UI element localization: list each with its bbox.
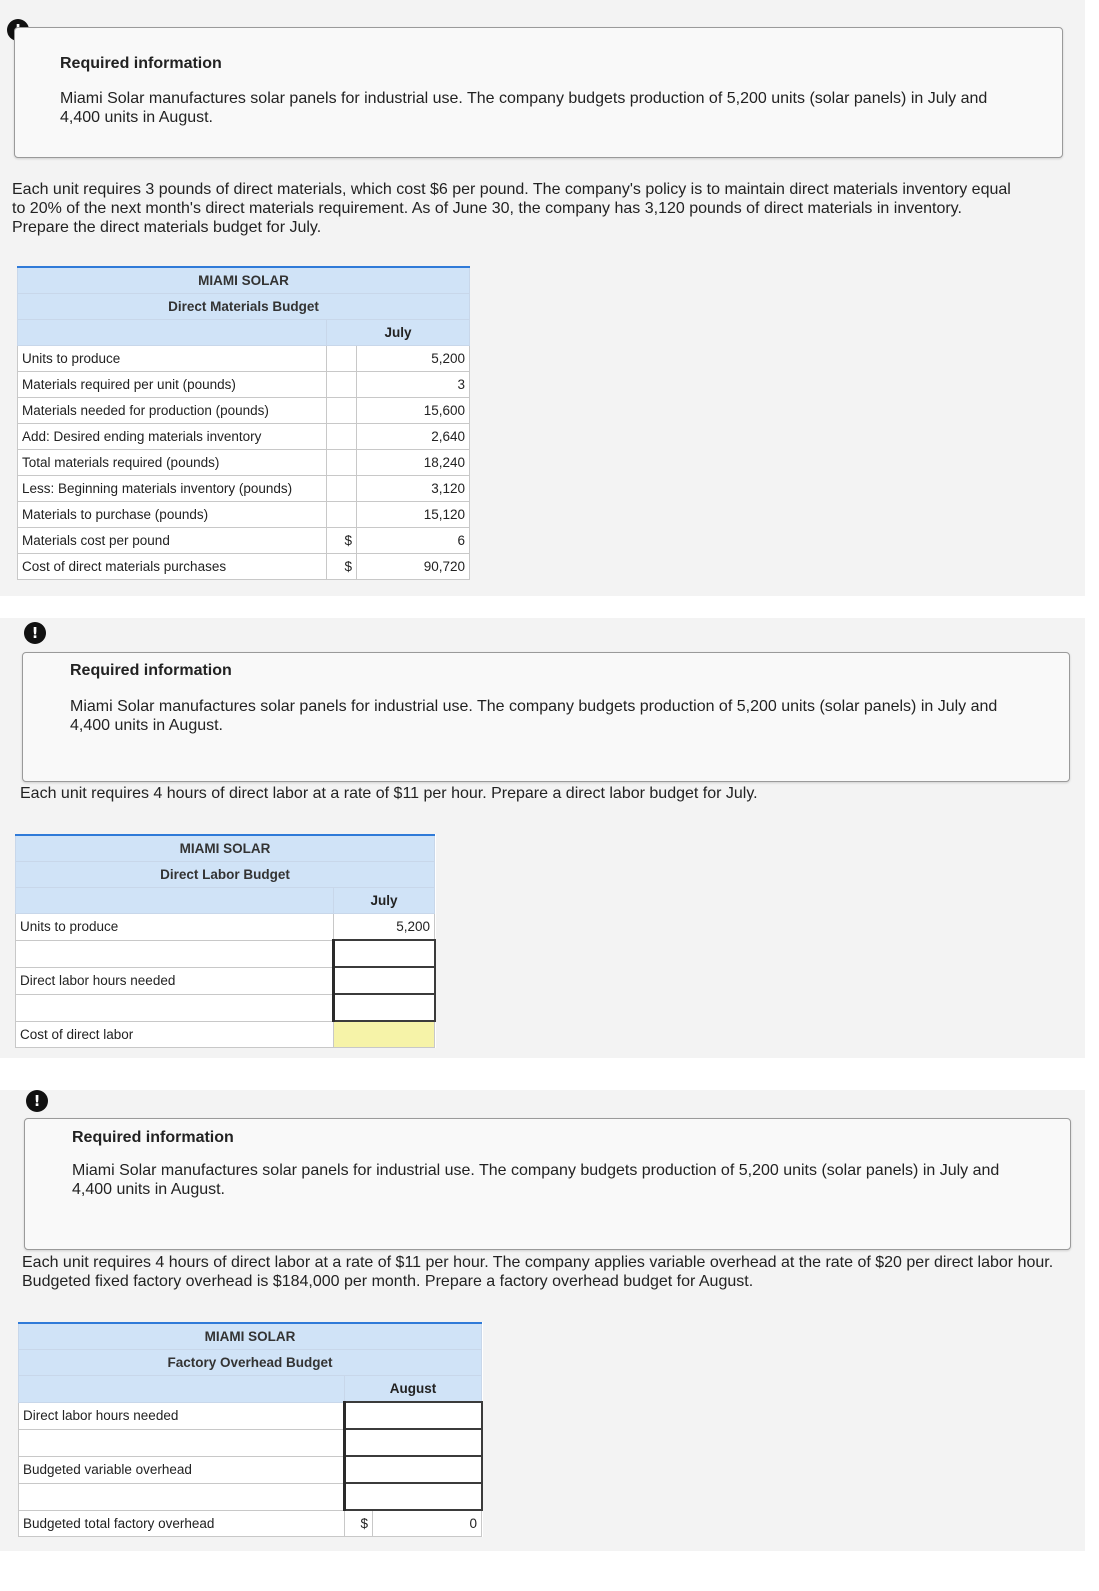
required-info-title: Required information bbox=[60, 55, 222, 72]
row-label: Units to produce bbox=[16, 914, 334, 941]
answer-input[interactable]: 90,720 bbox=[357, 554, 470, 580]
required-info-title: Required information bbox=[72, 1129, 234, 1146]
budget-title: Factory Overhead Budget bbox=[19, 1350, 482, 1376]
direct-materials-budget-table bbox=[17, 266, 470, 580]
table-row bbox=[18, 372, 470, 398]
factory-overhead-question-panel bbox=[0, 1090, 1085, 1551]
answer-input[interactable]: 15,120 bbox=[357, 502, 470, 528]
table-row bbox=[18, 528, 470, 554]
table-row bbox=[18, 424, 470, 450]
row-label: Cost of direct materials purchases bbox=[18, 554, 327, 580]
company-name: MIAMI SOLAR bbox=[16, 835, 435, 862]
answer-input[interactable]: 6 bbox=[357, 528, 470, 554]
dollar-sign bbox=[327, 424, 357, 450]
table-row bbox=[16, 914, 435, 941]
answer-input[interactable]: 3 bbox=[357, 372, 470, 398]
direct-labor-budget-table bbox=[15, 834, 436, 1048]
table-row bbox=[19, 1402, 482, 1429]
row-label: Budgeted variable overhead bbox=[19, 1456, 345, 1483]
company-name: MIAMI SOLAR bbox=[19, 1323, 482, 1350]
alert-icon: ! bbox=[24, 622, 46, 644]
table-row bbox=[18, 554, 470, 580]
table-row bbox=[18, 398, 470, 424]
budget-title: Direct Materials Budget bbox=[18, 294, 470, 320]
required-info-box bbox=[24, 1118, 1071, 1250]
table-row bbox=[16, 1021, 435, 1048]
required-info-body: Miami Solar manufactures solar panels for industrial use. The company budgets production of 5,200 units (solar panels) in July and 4,400 units in August. bbox=[60, 90, 988, 126]
row-label: Direct labor hours needed bbox=[19, 1402, 345, 1429]
answer-input[interactable]: 18,240 bbox=[357, 450, 470, 476]
answer-input[interactable] bbox=[345, 1456, 482, 1483]
factory-overhead-budget-table bbox=[18, 1322, 483, 1537]
row-label: Units to produce bbox=[18, 346, 327, 372]
direct-materials-question-panel bbox=[0, 0, 1085, 596]
table-row bbox=[18, 476, 470, 502]
table-row bbox=[16, 940, 435, 967]
table-row bbox=[16, 994, 435, 1021]
table-row bbox=[18, 346, 470, 372]
dollar-sign bbox=[327, 398, 357, 424]
answer-input[interactable] bbox=[334, 967, 435, 994]
row-label: Materials to purchase (pounds) bbox=[18, 502, 327, 528]
required-info-title: Required information bbox=[70, 662, 232, 679]
required-info-body: Miami Solar manufactures solar panels for industrial use. The company budgets production of 5,200 units (solar panels) in July and 4,400 units in August. bbox=[70, 698, 998, 734]
answer-input[interactable] bbox=[334, 994, 435, 1021]
answer-input[interactable]: 5,200 bbox=[357, 346, 470, 372]
question-instructions: Each unit requires 4 hours of direct labor at a rate of $11 per hour. The company applies variable overhead at the rate of $20 per direct labor hour. Budgeted fixed factory overhead is $184,000 per month. Prepare a factory overhead budget for August. bbox=[22, 1254, 1054, 1290]
table-row bbox=[19, 1483, 482, 1510]
column-header-july: July bbox=[327, 320, 470, 346]
company-name: MIAMI SOLAR bbox=[18, 267, 470, 294]
table-row bbox=[16, 967, 435, 994]
row-label: Direct labor hours needed bbox=[16, 967, 334, 994]
table-row bbox=[18, 450, 470, 476]
required-info-box bbox=[14, 27, 1063, 158]
table-row bbox=[18, 502, 470, 528]
dollar-sign: $ bbox=[327, 554, 357, 580]
answer-input[interactable]: 15,600 bbox=[357, 398, 470, 424]
required-info-body: Miami Solar manufactures solar panels for industrial use. The company budgets production of 5,200 units (solar panels) in July and 4,400 units in August. bbox=[72, 1162, 1000, 1198]
question-instructions: Each unit requires 4 hours of direct labor at a rate of $11 per hour. Prepare a direct labor budget for July. bbox=[20, 785, 758, 802]
dollar-sign: $ bbox=[327, 528, 357, 554]
answer-input[interactable] bbox=[334, 1021, 435, 1048]
answer-input[interactable] bbox=[345, 1483, 482, 1510]
dollar-sign: $ bbox=[345, 1510, 373, 1537]
answer-input[interactable] bbox=[345, 1402, 482, 1429]
dollar-sign bbox=[327, 346, 357, 372]
row-label: Materials required per unit (pounds) bbox=[18, 372, 327, 398]
row-label: Add: Desired ending materials inventory bbox=[18, 424, 327, 450]
alert-icon: ! bbox=[26, 1090, 48, 1112]
row-label: Less: Beginning materials inventory (pounds) bbox=[18, 476, 327, 502]
dollar-sign bbox=[327, 450, 357, 476]
row-label-input[interactable] bbox=[19, 1429, 345, 1456]
table-row bbox=[19, 1456, 482, 1483]
row-label: Cost of direct labor bbox=[16, 1021, 334, 1048]
row-label-input[interactable] bbox=[19, 1483, 345, 1510]
total-value: 0 bbox=[373, 1510, 482, 1537]
table-row bbox=[19, 1429, 482, 1456]
dollar-sign bbox=[327, 502, 357, 528]
answer-input[interactable]: 2,640 bbox=[357, 424, 470, 450]
answer-input[interactable]: 3,120 bbox=[357, 476, 470, 502]
dollar-sign bbox=[327, 372, 357, 398]
answer-input[interactable] bbox=[334, 940, 435, 967]
dollar-sign bbox=[327, 476, 357, 502]
row-label: Materials cost per pound bbox=[18, 528, 327, 554]
row-label: Budgeted total factory overhead bbox=[19, 1510, 345, 1537]
direct-labor-question-panel bbox=[0, 618, 1085, 1058]
row-label-input[interactable] bbox=[16, 994, 334, 1021]
budget-title: Direct Labor Budget bbox=[16, 862, 435, 888]
column-header-august: August bbox=[345, 1376, 482, 1403]
answer-input[interactable] bbox=[345, 1429, 482, 1456]
column-header-july: July bbox=[334, 888, 435, 914]
table-row bbox=[19, 1510, 482, 1537]
row-label: Materials needed for production (pounds) bbox=[18, 398, 327, 424]
question-instructions: Each unit requires 3 pounds of direct materials, which cost $6 per pound. The company's policy is to maintain direct materials inventory equal to 20% of the next month's direct materials requirement. As of June 30, the company has 3,120 pounds of direct materials in inventory. Prepare the direct materials budget for July. bbox=[12, 181, 1011, 236]
answer-input[interactable]: 5,200 bbox=[334, 914, 435, 941]
required-info-box bbox=[22, 652, 1070, 782]
row-label: Total materials required (pounds) bbox=[18, 450, 327, 476]
row-label-input[interactable] bbox=[16, 940, 334, 967]
